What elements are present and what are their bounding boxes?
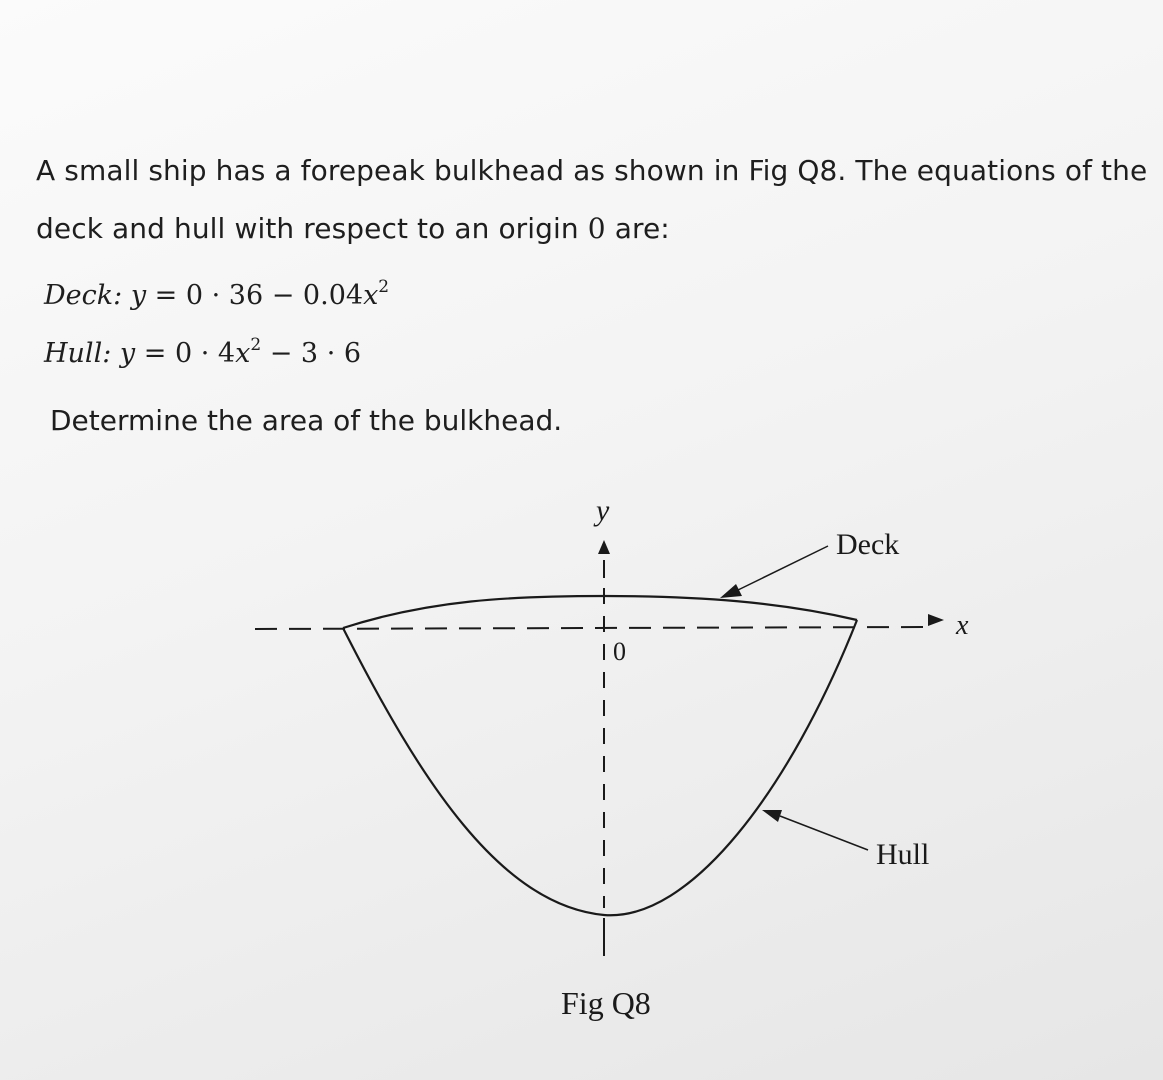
deck-curve: [343, 596, 857, 628]
hull-equation-label: Hull:: [44, 338, 112, 369]
deck-equation-lhs: y: [130, 280, 147, 311]
statement-line-1: A small ship has a forepeak bulkhead as shown in Fig Q8. The equations of the: [36, 154, 1148, 187]
deck-equation-rhs: = 0 · 36 − 0.04: [146, 280, 364, 311]
hull-equation-rhs: = 0 · 4: [135, 338, 236, 369]
deck-equation-exponent: 2: [378, 277, 390, 297]
question-text: Determine the area of the bulkhead.: [50, 404, 563, 437]
hull-curve: [343, 620, 857, 915]
statement-line-2-text: deck and hull with respect to an origin: [36, 212, 588, 245]
hull-equation-var: x: [235, 338, 251, 369]
hull-equation-lhs: y: [119, 338, 136, 369]
origin-symbol: 0: [587, 212, 606, 245]
hull-leader: [762, 810, 868, 850]
y-axis: [598, 540, 610, 956]
origin-label: 0: [613, 637, 626, 666]
deck-leader: [720, 546, 828, 598]
hull-equation-rhs-end: − 3 · 6: [261, 338, 362, 369]
deck-equation-var: x: [363, 280, 379, 311]
statement-line-2-end: are:: [605, 212, 670, 245]
x-axis-label: x: [956, 610, 969, 641]
hull-equation-exponent: 2: [250, 335, 262, 355]
y-axis-label: y: [596, 494, 610, 527]
figure-caption: Fig Q8: [561, 985, 651, 1021]
deck-label: Deck: [836, 528, 900, 561]
hull-label: Hull: [876, 838, 930, 871]
deck-equation-label: Deck:: [44, 280, 123, 311]
